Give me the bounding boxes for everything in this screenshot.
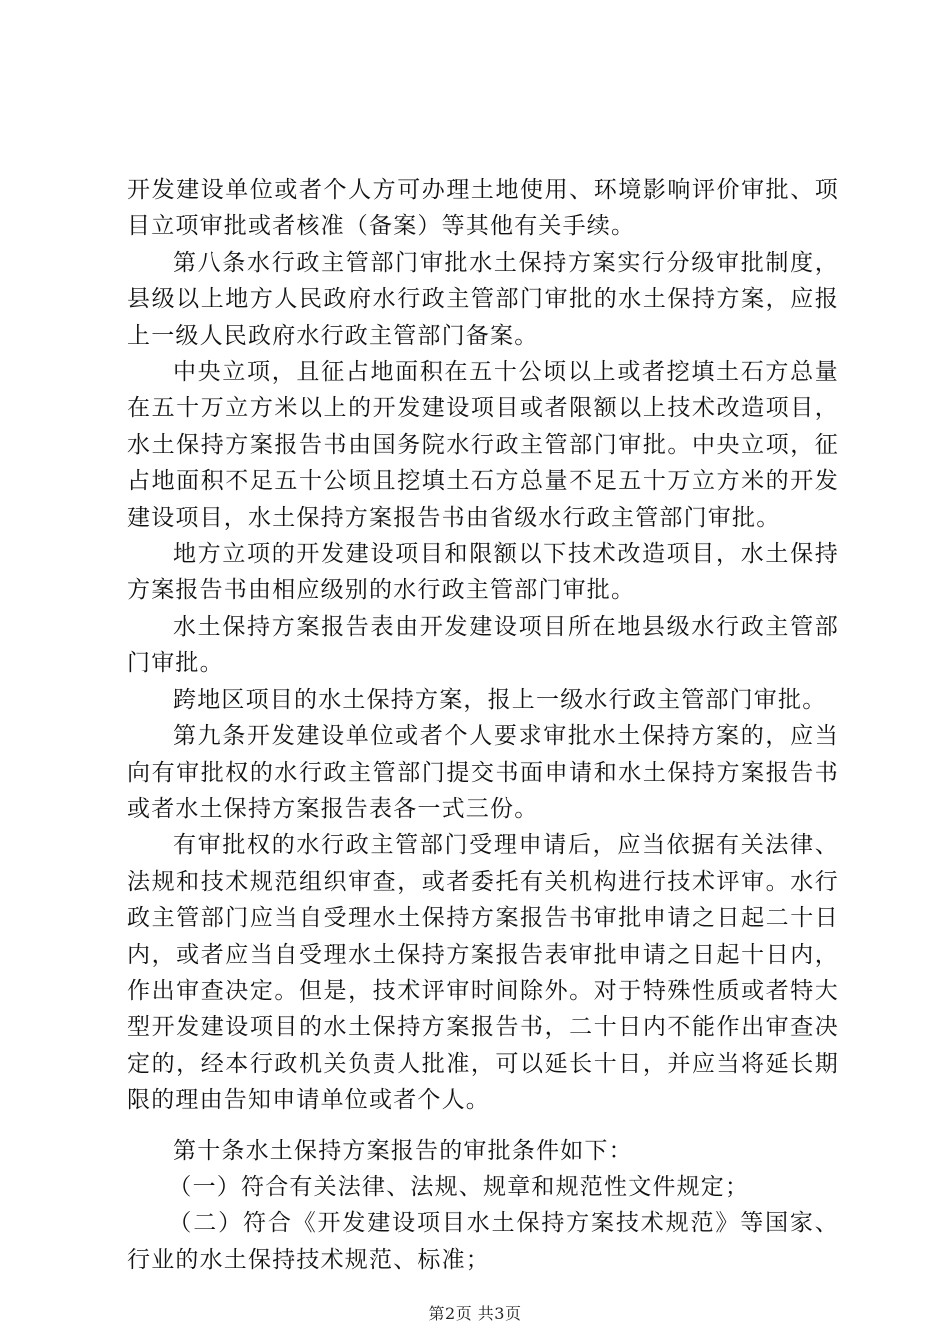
paragraph: 地方立项的开发建设项目和限额以下技术改造项目，水土保持方案报告书由相应级别的水行政主管部门审批。	[127, 541, 839, 604]
page-number-footer: 第2页 共3页	[428, 1304, 522, 1323]
paragraph: 跨地区项目的水土保持方案，报上一级水行政主管部门审批。	[173, 686, 827, 713]
paragraph-article-10: 第十条水土保持方案报告的审批条件如下：	[173, 1137, 633, 1164]
paragraph: 水土保持方案报告表由开发建设项目所在地县级水行政主管部门审批。	[127, 613, 839, 677]
list-item: （二）符合《开发建设项目水土保持方案技术规范》等国家、行业的水土保持技术规范、标准；	[127, 1210, 839, 1273]
paragraph: 中央立项，且征占地面积在五十公顷以上或者挖填土石方总量在五十万立方米以上的开发建设项目或者限额以上技术改造项目，水土保持方案报告书由国务院水行政主管部门审批。中央立项，征占地面积不足五十公顷且挖填土石方总量不足五十万立方米的开发建设项目，水土保持方案报告书由省级水行政主管部门审批。	[127, 359, 839, 531]
paragraph: 开发建设单位或者个人方可办理土地使用、环境影响评价审批、项目立项审批或者核准（备案）等其他有关手续。	[127, 177, 839, 240]
paragraph-article-8: 第八条水行政主管部门审批水土保持方案实行分级审批制度，县级以上地方人民政府水行政主管部门审批的水土保持方案，应报上一级人民政府水行政主管部门备案。	[127, 249, 839, 349]
paragraph: 有审批权的水行政主管部门受理申请后，应当依据有关法律、法规和技术规范组织审查，或者委托有关机构进行技术评审。水行政主管部门应当自受理水土保持方案报告书审批申请之日起二十日内，或者应当自受理水土保持方案报告表审批申请之日起十日内，作出审查决定。但是，技术评审时间除外。对于特殊性质或者特大型开发建设项目的水土保持方案报告书，二十日内不能作出审查决定的，经本行政机关负责人批准，可以延长十日，并应当将延长期限的理由告知申请单位或者个人。	[127, 832, 839, 1114]
document-body	[127, 172, 839, 1278]
paragraph-article-9: 第九条开发建设单位或者个人要求审批水土保持方案的，应当向有审批权的水行政主管部门提交书面申请和水土保持方案报告书或者水土保持方案报告表各一式三份。	[127, 723, 839, 822]
list-item: （一）符合有关法律、法规、规章和规范性文件规定；	[168, 1173, 750, 1200]
